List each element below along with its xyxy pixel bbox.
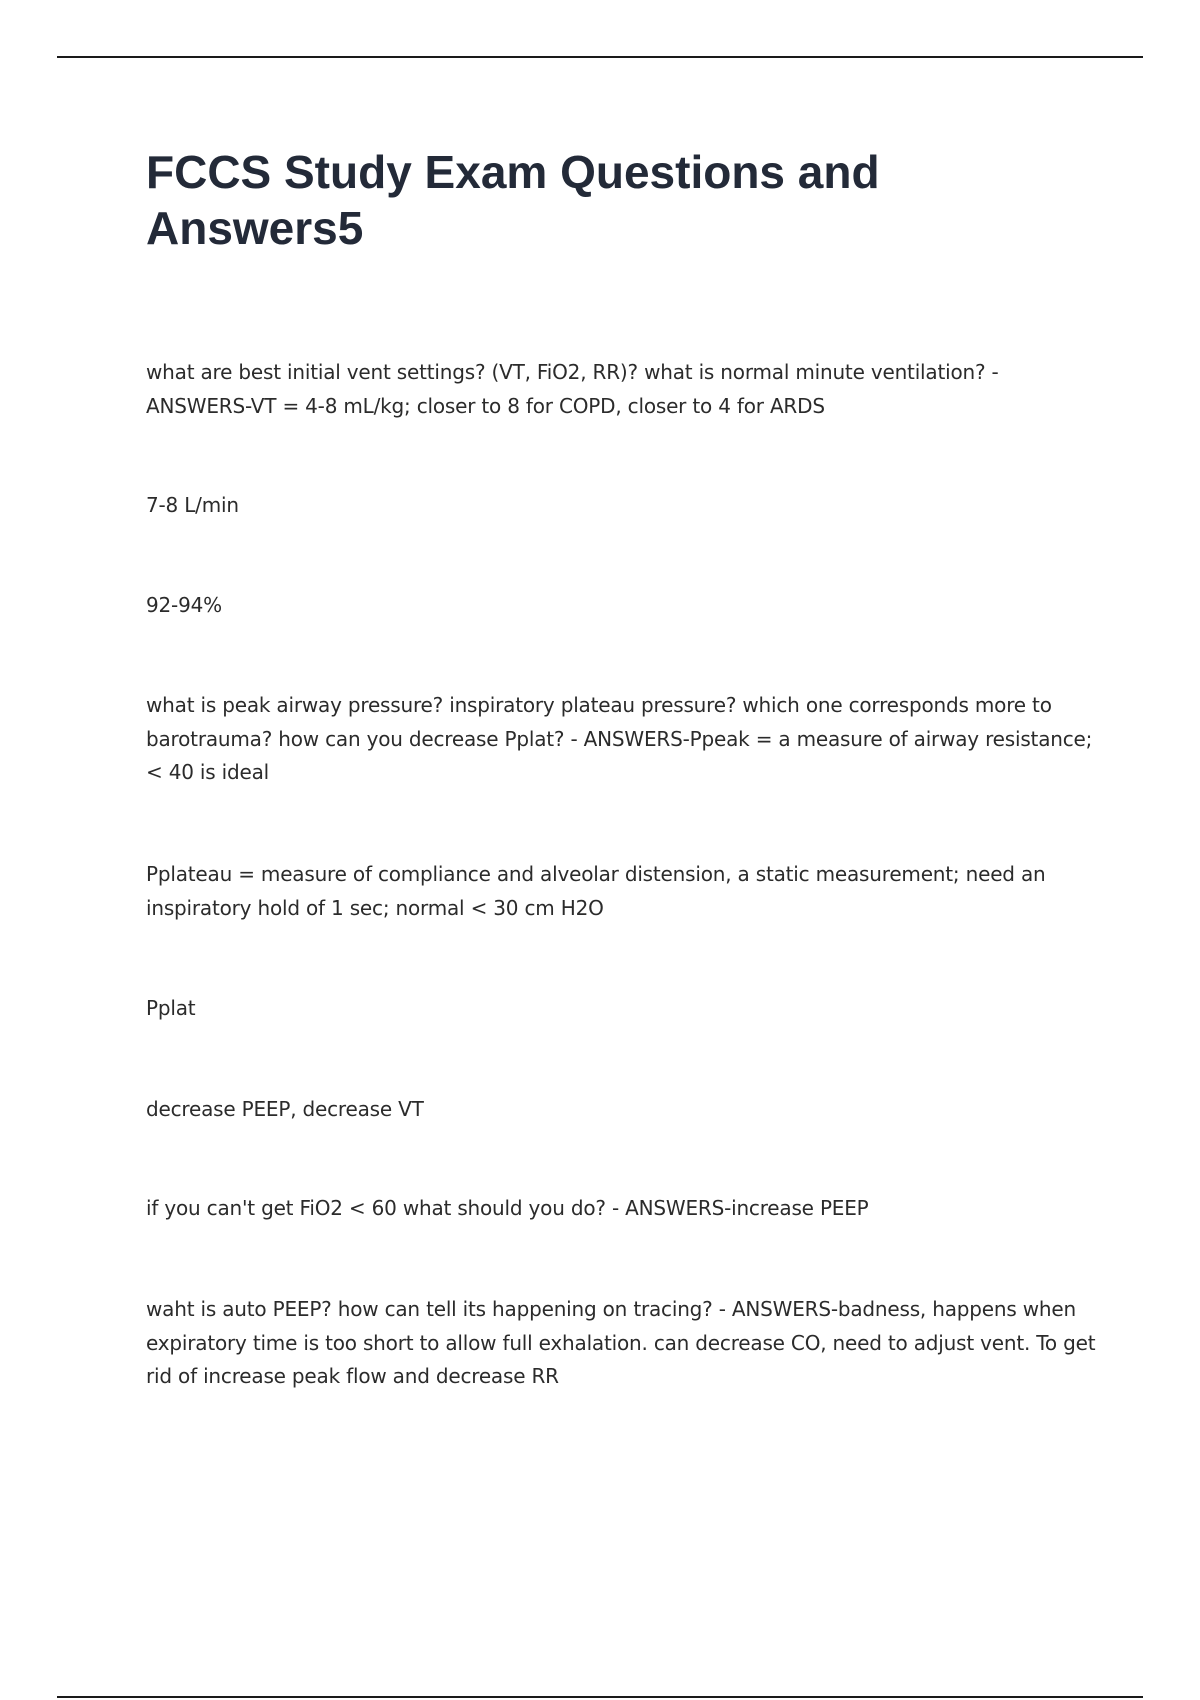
- qa-paragraph: 92-94%: [146, 593, 222, 617]
- qa-paragraph: Pplat: [146, 996, 196, 1020]
- qa-paragraph: if you can't get FiO2 < 60 what should you do? - ANSWERS-increase PEEP: [146, 1196, 869, 1220]
- qa-paragraph: decrease PEEP, decrease VT: [146, 1097, 424, 1121]
- qa-paragraph: 7-8 L/min: [146, 493, 239, 517]
- bottom-divider: [57, 1696, 1143, 1698]
- qa-paragraph: what are best initial vent settings? (VT, FiO2, RR)? what is normal minute ventilation? - ANSWERS-VT = 4-8 mL/kg; closer to 8 for COPD, closer to 4 for ARDS: [146, 360, 999, 418]
- qa-paragraph: what is peak airway pressure? inspiratory plateau pressure? which one corresponds more to barotrauma? how can you decrease Pplat? - ANSWERS-Ppeak = a measure of airway resistance; < 40 is ideal: [146, 693, 1093, 784]
- qa-paragraph: Pplateau = measure of compliance and alveolar distension, a static measurement; need an inspiratory hold of 1 sec; normal < 30 cm H2O: [146, 862, 1046, 920]
- qa-paragraph: waht is auto PEEP? how can tell its happening on tracing? - ANSWERS-badness, happens when expiratory time is too short to allow full exhalation. can decrease CO, need to adjust vent. To get rid of increase peak flow and decrease RR: [146, 1297, 1096, 1388]
- top-divider: [57, 56, 1143, 58]
- page-title: FCCS Study Exam Questions and Answers5: [146, 146, 880, 254]
